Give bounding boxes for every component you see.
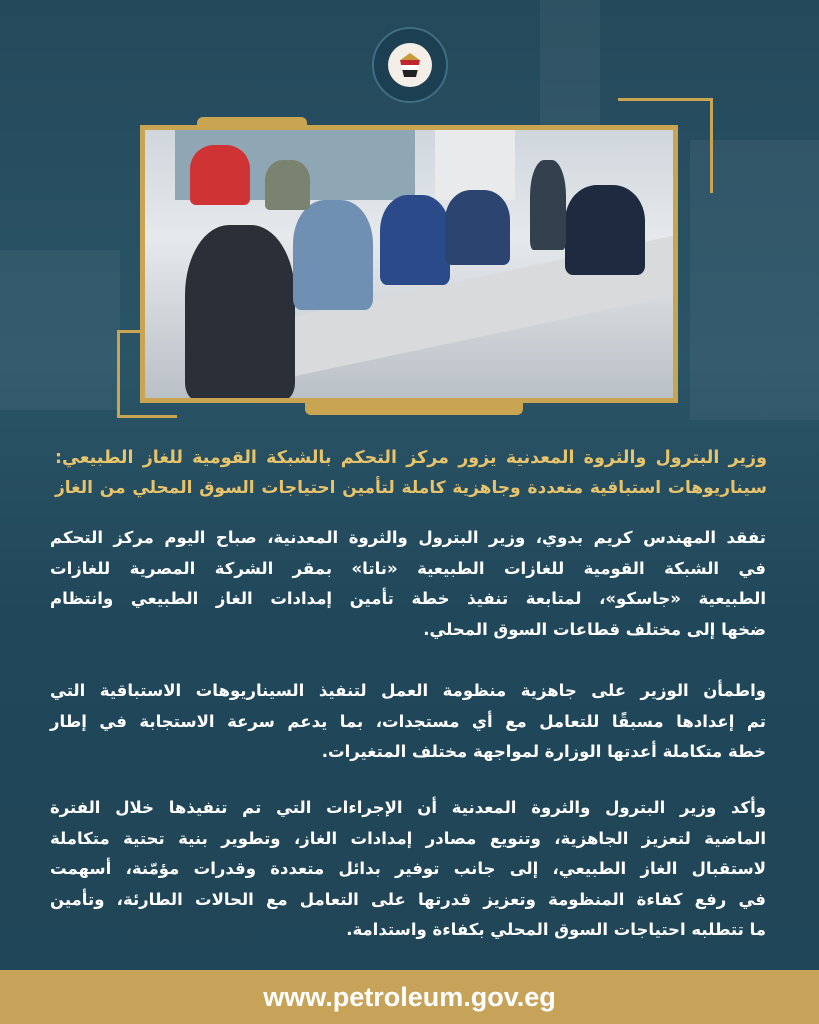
background-structure	[0, 250, 120, 410]
news-photo	[145, 130, 673, 398]
paragraph-line: تم إعدادها مسبقًا للتعامل مع أي مستجدات، بما يدعم سرعة الاستجابة في إطار	[50, 711, 766, 731]
paragraph-line: في الشبكة القومية للغازات الطبيعية «ناتا» بمقر الشركة المصرية للغازات	[50, 558, 766, 578]
headline	[55, 443, 767, 503]
website-link[interactable]: www.petroleum.gov.eg	[263, 981, 556, 1012]
headline-line: وزير البترول والثروة المعدنية يزور مركز التحكم بالشبكة القومية للغاز الطبيعي:	[55, 448, 767, 468]
paragraph-line: الطبيعية «جاسكو»، لمتابعة تنفيذ خطة تأمين إمدادات الغاز الطبيعي وانتظام	[50, 589, 766, 608]
eagle-emblem-icon	[400, 53, 420, 77]
paragraph-2	[50, 676, 766, 768]
paragraph-line: في رفع كفاءة المنظومة وتعزيز قدرتها على التعامل مع الحالات الطارئة، وتأمين	[50, 889, 766, 909]
paragraph-1	[50, 523, 766, 645]
paragraph-line: الماضية لتعزيز الجاهزية، وتنويع مصادر إمدادات الغاز، وتطوير بنية تحتية متكاملة	[50, 828, 766, 848]
paragraph-line: لاستقبال الغاز الطبيعي، إلى جانب توفير بدائل متعددة وقدرات مؤمّنة، أسهمت	[50, 859, 766, 878]
paragraph-line: تفقد المهندس كريم بدوي، وزير البترول والثروة المعدنية، صباح اليوم مركز التحكم	[50, 528, 766, 547]
headline-line: سيناريوهات استباقية متعددة وجاهزية كاملة لتأمين احتياجات السوق المحلي من الغاز	[55, 478, 767, 498]
ministry-logo	[372, 27, 448, 103]
footer-bar	[0, 970, 819, 1024]
paragraph-line: واطمأن الوزير على جاهزية منظومة العمل لتنفيذ السيناريوهات الاستباقية التي	[50, 681, 766, 700]
paragraph-line: ضخها إلى مختلف قطاعات السوق المحلي.	[423, 619, 766, 639]
paragraph-line: وأكد وزير البترول والثروة المعدنية أن الإجراءات التي تم تنفيذها خلال الفترة	[50, 798, 766, 817]
paragraph-line: ما تتطلبه احتياجات السوق المحلي بكفاءة واستدامة.	[346, 920, 766, 939]
paragraph-line: خطة متكاملة أعدتها الوزارة لمواجهة مختلف المتغيرات.	[321, 742, 766, 761]
background-crane	[540, 0, 600, 130]
paragraph-3	[50, 793, 766, 946]
